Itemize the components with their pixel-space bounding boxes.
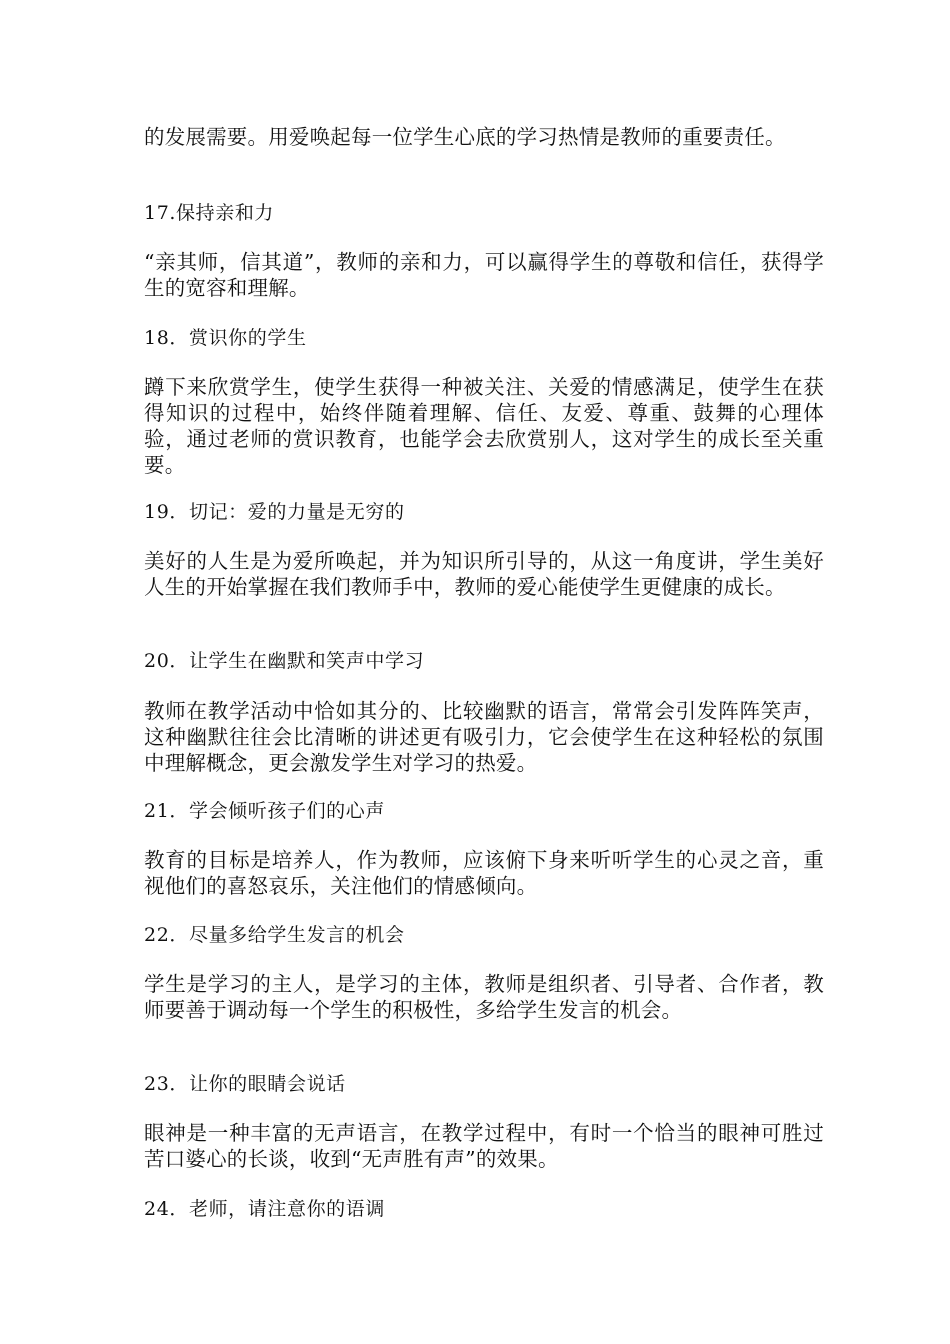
section-21-heading: 21．学会倾听孩子们的心声 [144,800,385,822]
section-18-heading: 18．赏识你的学生 [144,327,307,349]
section-19-body: 美好的人生是为爱所唤起，并为知识所引导的，从这一角度讲，学生美好人生的开始掌握在我们教师手中，教师的爱心能使学生更健康的成长。 [144,549,824,599]
section-22-heading: 22．尽量多给学生发言的机会 [144,924,405,946]
section-23-heading: 23．让你的眼睛会说话 [144,1073,346,1095]
section-22-body: 学生是学习的主人，是学习的主体，教师是组织者、引导者、合作者，教师要善于调动每一个学生的积极性，多给学生发言的机会。 [144,972,824,1022]
section-24-heading: 24．老师，请注意你的语调 [144,1198,385,1220]
section-17-heading: 17.保持亲和力 [144,202,275,224]
section-19-heading: 19．切记：爱的力量是无穷的 [144,501,405,523]
section-17-body: “亲其师，信其道”，教师的亲和力，可以赢得学生的尊敬和信任，获得学生的宽容和理解。 [144,250,824,300]
section-20-heading: 20．让学生在幽默和笑声中学习 [144,650,425,672]
intro-paragraph: 的发展需要。用爱唤起每一位学生心底的学习热情是教师的重要责任。 [144,125,786,149]
section-18-body: 蹲下来欣赏学生，使学生获得一种被关注、关爱的情感满足，使学生在获得知识的过程中，始终伴随着理解、信任、友爱、尊重、鼓舞的心理体验，通过老师的赏识教育，也能学会去欣赏别人，这对学生的成长至关重要。 [144,375,824,477]
section-21-body: 教育的目标是培养人，作为教师，应该俯下身来听听学生的心灵之音，重视他们的喜怒哀乐，关注他们的情感倾向。 [144,848,824,898]
section-20-body: 教师在教学活动中恰如其分的、比较幽默的语言，常常会引发阵阵笑声，这种幽默往往会比清晰的讲述更有吸引力，它会使学生在这种轻松的氛围中理解概念，更会激发学生对学习的热爱。 [144,699,824,775]
section-23-body: 眼神是一种丰富的无声语言，在教学过程中，有时一个恰当的眼神可胜过苦口婆心的长谈，收到“无声胜有声”的效果。 [144,1121,824,1171]
